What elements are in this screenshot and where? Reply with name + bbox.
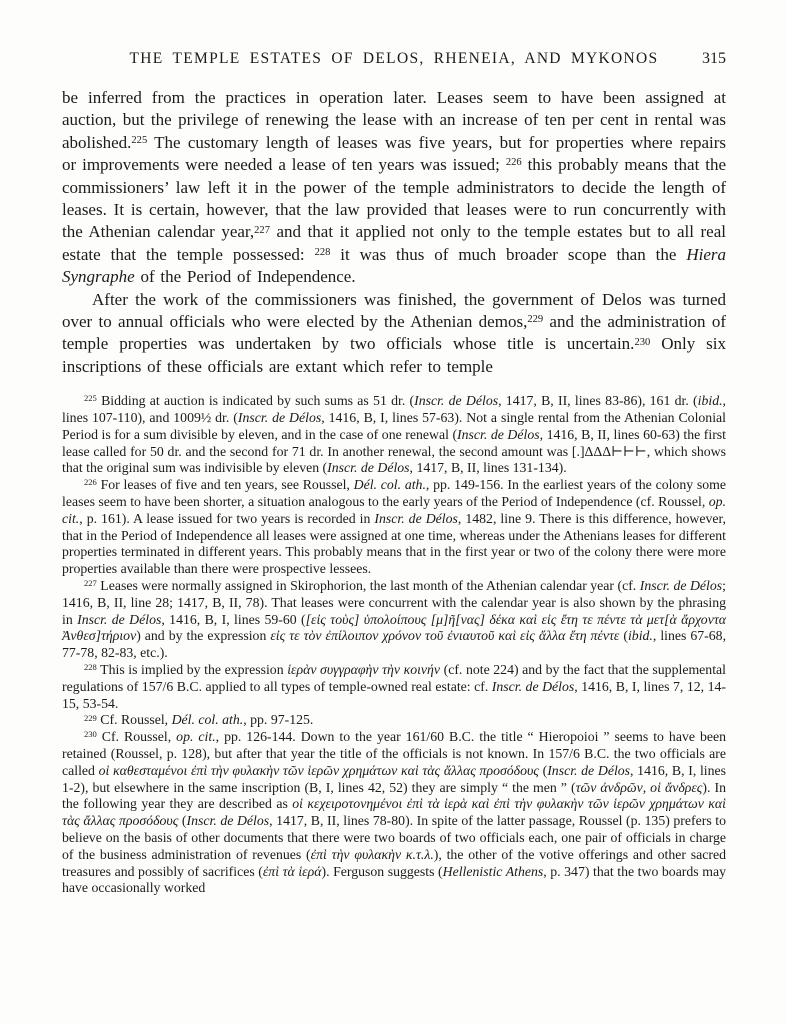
footnote-marker: 225 bbox=[131, 135, 148, 147]
footnote-marker: 226 bbox=[84, 477, 97, 488]
text-run: and the administration of temple properties was undertaken by two officials whose title is uncertain. bbox=[62, 312, 726, 354]
body-paragraph-1 bbox=[62, 87, 726, 289]
text-run: ). In the following year they are described as bbox=[62, 779, 726, 812]
footnote-227 bbox=[62, 578, 726, 662]
text-run: , 1417, B, II, lines 78-80). In spite of the latter passage, Roussel (p. 135) prefers to believe on the basis of other documents that there were two boards of two officials each, one pair of officials in charge of the business administration of revenues ( bbox=[62, 813, 726, 862]
footnote-225 bbox=[62, 393, 726, 477]
text-run: be inferred from the practices in operation later. Leases seem to have been assigned at auction, but the privilege of renewing the lease with an increase of ten per cent in rental was abolished. bbox=[62, 88, 726, 152]
text-run: , 1482, line 9. There is this difference, however, that in the Period of Independence all leases were assigned at one time, whereas under the Athenians leases for different properties terminated in different years. This probably means that in the first year or two of the colony there were more properties available than there were prospective lessees. bbox=[62, 510, 727, 577]
italic-text-run: op. cit. bbox=[176, 729, 216, 745]
italic-text-run: Inscr. de Délos bbox=[327, 460, 410, 476]
text-run: , pp. 126-144. Down to the year 161/60 B.C. the title “ Hieropoioi ” seems to have been retained (Roussel, p. 128), but after that year the title of the officials is not known. In 157/6 B.C. the two officials are called bbox=[62, 729, 726, 778]
italic-text-run: ibid. bbox=[627, 628, 653, 644]
italic-text-run: Inscr. de Délos bbox=[237, 410, 322, 426]
footnote-230 bbox=[62, 729, 726, 897]
italic-text-run: Inscr. de Délos bbox=[457, 426, 540, 442]
greek-text-run: ἐπὶ τὰ ἱερά bbox=[262, 863, 322, 879]
italic-text-run: Inscr. de Délos bbox=[77, 611, 162, 627]
greek-text-run: εἰς τε τὸν ἐπίλοιπον χρόνον τοῦ ἐνιαυτοῦ καὶ εἰς ἄλλα ἔτη πέντε bbox=[270, 628, 620, 644]
italic-text-run: Inscr. de Délos bbox=[491, 678, 575, 694]
text-run: , 1417, B, II, lines 131-134). bbox=[409, 460, 567, 476]
text-run: The customary length of leases was five years, but for properties where repairs or improvements were needed a lease of ten years was issued; bbox=[62, 132, 726, 175]
greek-text-run: τῶν ἀνδρῶν, οἱ ἄνδρες bbox=[575, 779, 703, 795]
text-run: , 1416, B, I, lines 1-2), but elsewhere in the same inscription (B, I, lines 42, 52) they are simply “ the men ” ( bbox=[62, 762, 727, 795]
text-run: ; 1416, B, II, line 28; 1417, B, II, 78). That leases were concurrent with the calendar year is also shown by the phrasing in bbox=[62, 578, 726, 627]
footnote-marker: 229 bbox=[527, 314, 544, 326]
text-run: This is implied by the expression bbox=[96, 662, 288, 678]
footnote-marker: 228 bbox=[84, 662, 97, 673]
italic-text-run: Dél. col. ath. bbox=[171, 712, 244, 728]
italic-text-run: Inscr. de Délos bbox=[186, 813, 270, 829]
italic-text-run: Inscr. de Délos bbox=[374, 510, 458, 526]
text-run: , 1417, B, II, lines 83-86), 161 dr. ( bbox=[498, 393, 698, 409]
text-run: , 1416, B, II, lines 60-63) the first lease called for 50 dr. and the second for 71 dr. In another renewal, the second amount was [.]ΔΔΔ⊢⊢⊢, which shows that the original sum was indivisible by eleven ( bbox=[62, 426, 726, 476]
footnote-marker: 229 bbox=[84, 712, 97, 723]
text-run: After the work of the commissioners was finished, the government of Delos was turned over to annual officials who were elected by the Athenian demos, bbox=[62, 289, 726, 332]
greek-text-run: οἱ κεχειροτονημένοι ἐπὶ τὰ ἱερὰ καὶ ἐπὶ τὴν φυλακὴν τῶν ἱερῶν χρημάτων καὶ τὰς ἄλλας προσόδους bbox=[62, 796, 726, 829]
footnote-marker: 227 bbox=[84, 578, 97, 589]
greek-text-run: οἱ καθεσταμένοι ἐπὶ τὴν φυλακὴν τῶν ἱερῶν χρημάτων καὶ τὰς ἄλλας προσόδους bbox=[98, 762, 539, 778]
body-paragraph-2 bbox=[62, 289, 726, 379]
greek-text-run: [εἰς τοὺς] ὑπολοίπους [μ]ῆ[νας] δέκα καὶ εἰς ἔτη τε πέντε τὰ μετ[ὰ ἄρχοντα Ἀνθεσ]τήριον bbox=[62, 611, 726, 644]
page-header bbox=[62, 50, 726, 70]
text-run: , 1416, B, I, lines 7, 12, 14-15, 53-54. bbox=[62, 678, 726, 711]
text-run: , pp. 97-125. bbox=[243, 712, 314, 728]
greek-text-run: ἱερὰν συγγραφὴν τὴν κοινήν bbox=[287, 662, 441, 678]
text-run: , lines 107-110), and 1009½ dr. ( bbox=[62, 393, 726, 426]
text-run: , p. 347) that the two boards may have occasionally worked bbox=[62, 863, 726, 896]
text-run: (cf. note 224) and by the fact that the supplemental regulations of 157/6 B.C. applied to all types of temple-owned real estate: cf. bbox=[62, 662, 726, 694]
text-run: Leases were normally assigned in Skirophorion, the last month of the Athenian calendar year (cf. bbox=[96, 578, 640, 594]
text-run: and that it applied not only to the temple estates but to all real estate that the temple possessed: bbox=[62, 222, 726, 264]
text-run: ( bbox=[619, 628, 628, 644]
text-run: , 1416, B, I, lines 59-60 ( bbox=[161, 611, 306, 627]
footnote-marker: 227 bbox=[254, 224, 270, 236]
italic-text-run: Inscr. de Délos bbox=[547, 762, 631, 778]
footnote-marker: 230 bbox=[634, 336, 651, 348]
footnotes-section bbox=[62, 393, 726, 897]
text-run: , pp. 149-156. In the earliest years of the colony some leases seem to have been shorter, a situation analogous to the early years of the Period of Independence (cf. Roussel, bbox=[62, 477, 727, 510]
italic-text-run: Hellenistic Athens bbox=[442, 863, 544, 879]
page-number: 315 bbox=[702, 50, 726, 67]
footnote-marker: 230 bbox=[84, 729, 97, 740]
text-run: Only six inscriptions of these officials are extant which refer to temple bbox=[62, 334, 727, 376]
text-run: of the Period of Independence. bbox=[134, 267, 356, 287]
italic-text-run: Inscr. de Délos bbox=[639, 578, 723, 594]
footnote-marker: 225 bbox=[84, 393, 97, 404]
text-run: For leases of five and ten years, see Roussel, bbox=[96, 477, 354, 493]
footnote-marker: 228 bbox=[314, 247, 331, 259]
text-run: ) and by the expression bbox=[136, 628, 271, 644]
italic-text-run: Dél. col. ath. bbox=[353, 477, 426, 493]
italic-text-run: Inscr. de Délos bbox=[414, 393, 499, 409]
italic-text-run: Hiera Syngraphe bbox=[62, 244, 727, 287]
main-text bbox=[62, 87, 726, 378]
footnote-marker: 226 bbox=[505, 157, 522, 169]
footnote-229 bbox=[62, 712, 726, 729]
italic-text-run: op. cit. bbox=[62, 494, 726, 526]
text-run: Bidding at auction is indicated by such sums as 51 dr. ( bbox=[96, 393, 415, 409]
text-run: this probably means that the commissioners’ law left it in the power of the temple administrators to decide the length of leases. It is certain, however, that the law provided that leases were to run concurrently with the Athenian calendar year, bbox=[62, 155, 726, 242]
text-run: ), the other of the votive offerings and other sacred treasures and possibly of sacrifices ( bbox=[62, 846, 726, 879]
italic-text-run: ibid. bbox=[697, 393, 723, 409]
text-run: ( bbox=[178, 813, 187, 829]
text-run: , p. 161). A lease issued for two years is recorded in bbox=[79, 510, 375, 526]
text-run: Cf. Roussel, bbox=[96, 729, 177, 745]
running-title: THE TEMPLE ESTATES OF DELOS, RHENEIA, AND MYKONOS bbox=[129, 50, 659, 67]
text-run: it was thus of much broader scope than the bbox=[330, 244, 687, 264]
footnote-228 bbox=[62, 662, 726, 712]
text-run: ). Ferguson suggests ( bbox=[321, 863, 443, 879]
text-run: , lines 67-68, 77-78, 82-83, etc.). bbox=[62, 628, 727, 661]
text-run: ( bbox=[538, 762, 548, 778]
text-run: , 1416, B, I, lines 57-63). Not a single rental from the Athenian Colonial Period is for a sum divisible by eleven, and in the case of one renewal ( bbox=[62, 410, 726, 442]
text-run: Cf. Roussel, bbox=[96, 712, 172, 728]
greek-text-run: ἐπὶ τὴν φυλακὴν κ.τ.λ. bbox=[310, 846, 434, 862]
footnote-226 bbox=[62, 477, 726, 578]
